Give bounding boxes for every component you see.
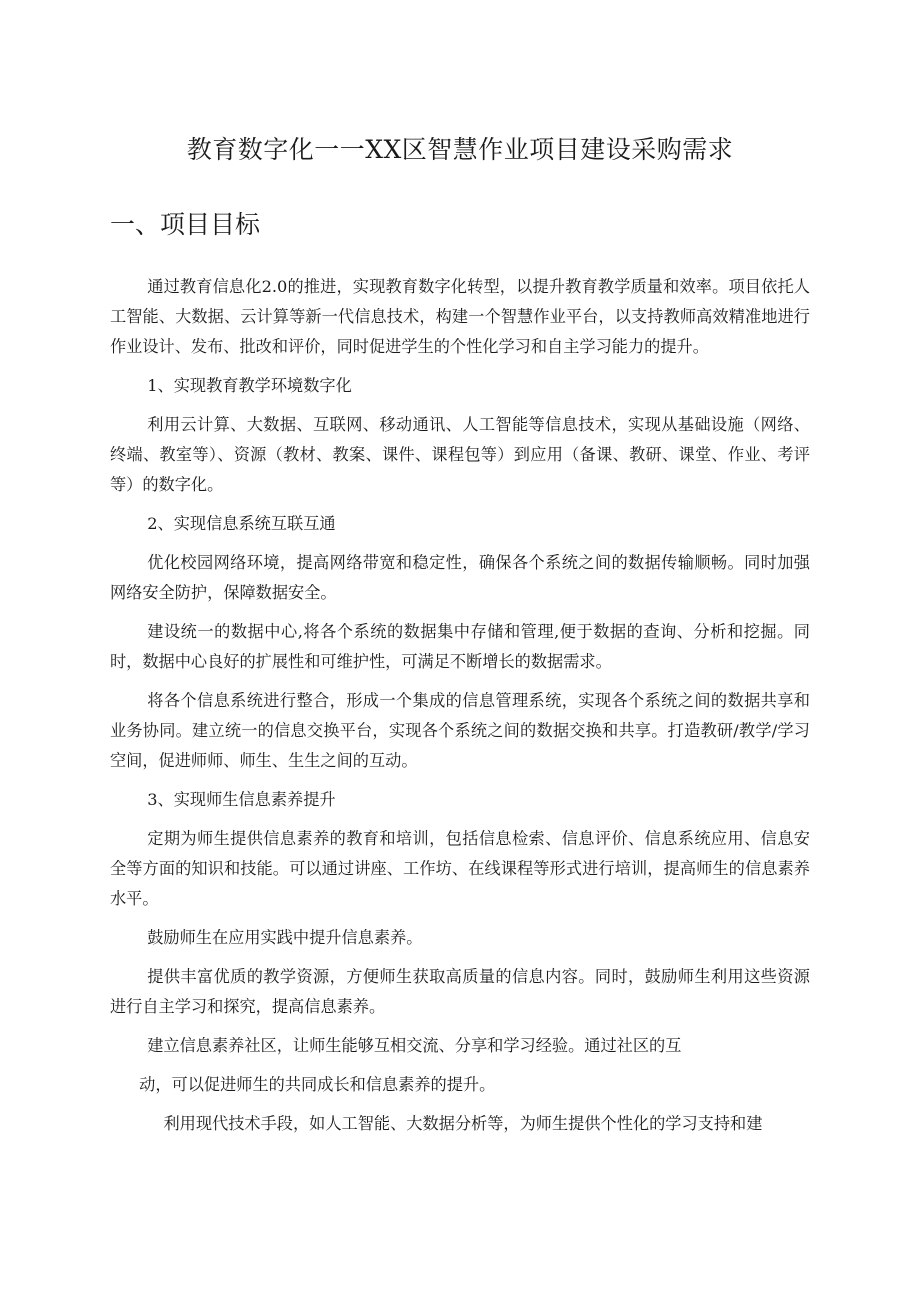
- paragraph-training: 定期为师生提供信息素养的教育和培训，包括信息检索、信息评价、信息系统应用、信息安全等方面的知识和技能。可以通过讲座、工作坊、在线课程等形式进行培训，提高师生的信息素养水平。: [110, 829, 810, 908]
- paragraph-network: 优化校园网络环境，提高网络带宽和稳定性，确保各个系统之间的数据传输顺畅。同时加强网络安全防护，保障数据安全。: [110, 553, 810, 602]
- paragraph-community: [110, 1031, 810, 1100]
- paragraph-intro: 通过教育信息化2.0的推进，实现教育数字化转型，以提升教育教学质量和效率。项目依托人工智能、大数据、云计算等新一代信息技术，构建一个智慧作业平台，以支持教师高效精准地进行作业设计、发布、批改和评价，同时促进学生的个性化学习和自主学习能力的提升。: [110, 277, 810, 356]
- paragraph-practice: 鼓励师生在应用实践中提升信息素养。: [147, 928, 423, 947]
- paragraph-digital-environment: 利用云计算、大数据、互联网、移动通讯、人工智能等信息技术，实现从基础设施（网络、终端、教室等）、资源（教材、教案、课件、课程包等）到应用（备课、教研、课堂、作业、考评等）的数字化。: [110, 415, 810, 494]
- paragraph-community-line1: 建立信息素养社区，让师生能够互相交流、分享和学习经验。通过社区的互: [147, 1036, 682, 1055]
- subheading-2: 2、实现信息系统互联互通: [147, 514, 336, 533]
- section-heading: 一、项目目标: [110, 210, 261, 239]
- paragraph-community-line2: 动，可以促进师生的共同成长和信息素养的提升。: [139, 1075, 496, 1094]
- document-body: [110, 272, 810, 1148]
- document-title: 教育数字化一一XX区智慧作业项目建设采购需求: [186, 135, 734, 164]
- paragraph-integration: 将各个信息系统进行整合，形成一个集成的信息管理系统，实现各个系统之间的数据共享和业务协同。建立统一的信息交换平台，实现各个系统之间的数据交换和共享。打造教研/教学/学习空间，促进师师、师生、生生之间的互动。: [110, 691, 810, 770]
- subheading-1: 1、实现教育教学环境数字化: [147, 376, 352, 395]
- paragraph-last: 利用现代技术手段，如人工智能、大数据分析等，为师生提供个性化的学习支持和建: [163, 1114, 763, 1133]
- paragraph-resources: 提供丰富优质的教学资源，方便师生获取高质量的信息内容。同时，鼓励师生利用这些资源进行自主学习和探究，提高信息素养。: [110, 967, 810, 1016]
- paragraph-data-center: 建设统一的数据中心,将各个系统的数据集中存储和管理,便于数据的查询、分析和挖掘。同时，数据中心良好的扩展性和可维护性，可满足不断增长的数据需求。: [110, 622, 810, 671]
- subheading-3: 3、实现师生信息素养提升: [147, 790, 336, 809]
